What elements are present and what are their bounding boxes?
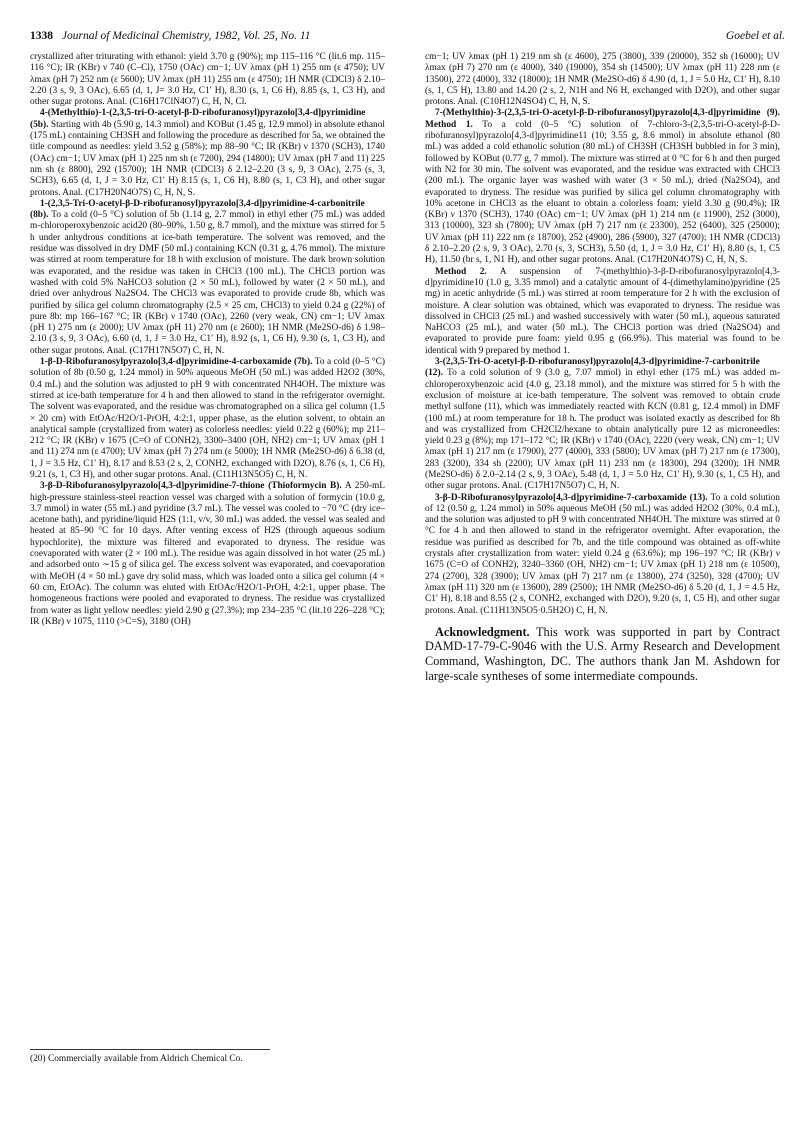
left-column: [30, 52, 385, 628]
page-number: 1338: [30, 30, 53, 42]
footnote: (20) Commercially available from Aldrich Chemical Co.: [30, 1054, 243, 1064]
paragraph: 3-β-D-Ribofuranosylpyrazolo[4,3-d]pyrimidine-7-thione (Thioformycin B). A 250-mL high-pressure stainless-steel reaction vessel was charged with a solution of formycin (10.0 g, 3.7 mmol) in water (55 mL) and pyridine (3.7 mL). The vessel was cooled to −70 °C (dry ice–acetone bath), and pyridine/liquid H2S (1:1, v/v, 30 mL) was added. the vessel was sealed and heated at 85–90 °C for 10 days. After venting excess of H2S (through aqueous sodium hypochlorite), the mixture was filtered and evaporated to dryness. The residue was coevaporated with water (2 × 100 mL). The residue was again dissolved in hot water (25 mL) and adsorbed onto ∼15 g of silica gel. The excess solvent was evaporated, and coevaporation with MeOH (4 × 50 mL) gave dry solid mass, which was loaded onto a silica gel column (4 × 60 cm, EtOAc). The column was eluted with EtOAc/H2O/1-PrOH, 4:2:1, upper phase. The homogeneous fractions were pooled and evaporated to dryness. The residue was crystallized from water as light yellow needles: yield 2.90 g (27.3%); mp 234–235 °C (lit.10 226–228 °C); IR (KBr) ν 1075, 1110 (>C=S), 3180 (OH): [30, 481, 385, 627]
procedure-heading: Method 2.: [435, 266, 487, 277]
acknowledgment: Acknowledgment. This work was supported in part by Contract DAMD-17-79-C-9046 with the U.S. Army Research and Development Command, Washington, DC. The authors thank Jan M. Ashdown for large-scale syntheses of some intermediate compounds.: [425, 624, 780, 683]
acknowledgment-heading: Acknowledgment.: [435, 624, 530, 639]
running-authors: Goebel et al.: [725, 30, 785, 42]
procedure-heading: 1-β-D-Ribofuranosylpyrazolo[3,4-d]pyrimidine-4-carboxamide (7b).: [40, 357, 313, 368]
paragraph: 3-β-D-Ribofuranosylpyrazolo[4,3-d]pyrimidine-7-carboxamide (13). To a cold solution of 12 (0.50 g, 1.24 mmol) in 50% aqueous MeOH (50 mL) was added H2O2 (30%, 0.4 mL), and the solution was adjusted to pH 9 with concentrated NH4OH. The mixture was stirred at 0 °C for 4 h and then allowed to stand in the refrigerator overnight. After evaporation, the residue was purified as described for 7b, and the title compound was obtained as off-white crystals after crystallization from water: yield 0.24 g (63.6%); mp 196–197 °C; IR (KBr) ν 1675 (C=O of CONH2), 3240–3360 (OH, NH2) cm−1; UV λmax (pH 1) 218 nm (ε 10500), 274 (2700), 328 (3900); UV λmax (pH 7) 217 nm (ε 13800), 274 (3250), 328 (4700); UV λmax (pH 11) 320 nm (ε 13600), 289 (2500); 1H NMR (Me2SO-d6) δ 5.20 (d, 1, J = 4.5 Hz, C1′ H), 8.18 and 8.55 (2 s, CONH2, exchanged with D2O), 9.20 (s, 1, C5 H), and other sugar protons. Anal. (C11H13N5O5·0.5H2O) C, H, N.: [425, 492, 780, 616]
procedure-heading: 7-(Methylthio)-3-(2,3,5-tri-O-acetyl-β-D-ribofuranosyl)pyrazolo[4,3-d]pyrimidine (9). Method 1.: [425, 108, 780, 130]
procedure-heading: 3-β-D-Ribofuranosylpyrazolo[4,3-d]pyrimidine-7-carboxamide (13).: [435, 492, 708, 503]
paragraph: 4-(Methylthio)-1-(2,3,5-tri-O-acetyl-β-D-ribofuranosyl)pyrazolo[3,4-d]pyrimidine (5b). Starting with 4b (5.90 g, 14.3 mmol) and KOBut (1.45 g, 12.9 mmol) in absolute ethanol (175 mL) containing CH3SH and following the procedure as described for 5a, we obtained the title compound as needles: yield 3.52 g (58%); mp 88–90 °C; IR (KBr) ν 1370 (SCH3), 1740 (OAc) cm−1; UV λmax (pH 1) 225 nm sh (ε 7200), 294 (14800); UV λmax (pH 7 and 11) 225 nm sh (ε 8800), 292 (15700); 1H NMR (CDCl3) δ 2.12–2.20 (3 s, 9, 3 OAc), 2.75 (s, 3, SCH3), 6.65 (d, 1, J = 3.0 Hz, C1′ H) 8.15 (s, 1, C6 H), 8.80 (s, 1, C3 H), and other sugar protons. Anal. (C17H20N4O7S) C, H, N, S.: [30, 108, 385, 198]
procedure-heading: 3-β-D-Ribofuranosylpyrazolo[4,3-d]pyrimidine-7-thione (Thioformycin B).: [40, 481, 342, 492]
procedure-heading: 1-(2,3,5-Tri-O-acetyl-β-D-ribofuranosyl)pyrazolo[3,4-d]pyrimidine-4-carbonitrile (8b).: [30, 198, 365, 221]
paragraph: 3-(2,3,5-Tri-O-acetyl-β-D-ribofuranosyl)pyrazolo[4,3-d]pyrimidine-7-carbonitrile (12). To a cold solution of 9 (3.0 g, 7.07 mmol) in ethyl ether (175 mL) was added m-chloroperoxybenzoic acid (4.0 g, 23.18 mmol), and the mixture was stirred for 5 h with the exclusion of moisture at ice-bath temperature. The solvent was removed to obtain crude methyl sulfone (11), which was immediately reacted with KCN (0.81 g, 12.4 mmol) in DMF (100 mL) at room temperature for 18 h. The product was isolated exactly as described for 8b and was crystallized from CH2Cl2/hexane to obtain analytically pure 12 as microneedles: yield 0.23 g (8%); mp 171–172 °C; IR (KBr) ν 1740 (OAc), 2220 (very weak, CN) cm−1; UV λmax (pH 1) 217 nm (ε 17900), 277 (4000), 333 (5800); UV λmax (pH 7) 217 nm (ε 17300), 283 (3200), 334 sh (2200); UV λmax (pH 11) 233 nm (ε 18300), 294 (3200); 1H NMR (Me2SO-d6) δ 2.0–2.14 (2 s, 9, 3 OAc), 5.48 (d, 1, J = 5.0 Hz, C1′ H), 9.30 (s, 1, C5 H), and other sugar protons. Anal. (C17H17N5O7) C, H, N.: [425, 357, 780, 492]
running-header: [30, 30, 785, 46]
paragraph: Method 2. A suspension of 7-(methylthio)-3-β-D-ribofuranosylpyrazolo[4,3-d]pyrimidine10 (1.0 g, 3.35 mmol) and a catalytic amount of 4-(dimethylamino)pyridine (25 mg) in acetic anhydride (5 mL) was stirred at room temperature for 2 h with the exclusion of moisture. A clear solution was obtained, which was evaporated to dryness. The residue was dissolved in CHCl3 (25 mL) and washed successively with water (50 mL), aqueous saturated NaHCO3 (25 mL), and water (50 mL). The CHCl3 portion was dried (Na2SO4) and evaporated to provide pure foam: yield 0.95 g (66.9%). This material was found to be identical with 9 prepared by method 1.: [425, 266, 781, 356]
paragraph: crystallized after triturating with ethanol: yield 3.70 g (90%); mp 115–116 °C (lit.6 mp. 115–116 °C); IR (KBr) ν 740 (C–Cl), 1750 (OAc) cm−1; UV λmax (pH 1) 255 nm (ε 4750); UV λmax (pH 7) 252 nm (ε 5600); UV λmax (pH 11) 255 nm (ε 4750); 1H NMR (CDCl3) δ 2.10–2.20 (3 s, 9, 3 OAc), 6.65 (d, 1, J= 3.0 Hz, C1′ H), 8.30 (s, 1, C6 H), 8.85 (s, 1, C3 H), and other sugar protons. Anal. (C16H17ClN4O7) C, H, N, Cl.: [30, 52, 385, 108]
paragraph: 1-(2,3,5-Tri-O-acetyl-β-D-ribofuranosyl)pyrazolo[3,4-d]pyrimidine-4-carbonitrile (8b). To a cold (0–5 °C) solution of 5b (1.14 g, 2.7 mmol) in ethyl ether (75 mL) was added m-chloroperoxybenzoic acid20 (80–90%, 1.50 g, 8.7 mmol), and the mixture was stirred for 5 h under anhydrous conditions at ice-bath temperature. The solvent was removed, and the residue was dissolved in dry DMF (50 mL) containing KCN (0.31 g, 4.76 mmol). The mixture was stirred at room temperature for 18 h with exclusion of moisture. The dark brown solution was evaporated, and the residue was taken in CHCl3 (100 mL). The CHCl3 portion was washed with cold 5% NaHCO3 solution (2 × 50 mL), followed by water (2 × 50 mL), and dried over anhydrous Na2SO4. The CHCl3 was evaporated to provide crude 8b, which was purified by silica gel column chromatography (2.5 × 25 cm, CHCl3) to yield 0.24 g (22%) of pure 8b: mp 166–167 °C; IR (KBr) ν 1740 (OAc), 2260 (very weak, CN) cm−1; UV λmax (pH 1) 275 nm (ε 2000); UV λmax (pH 11) 270 nm (ε 2600); 1H NMR (Me2SO-d6) δ 1.98–2.10 (3 s, 9, 3 OAc), 6.60 (d, 1, J = 3.0 Hz, C1′ H), 8.92 (s, 1, C6 H), 9.30 (s, 1, C3 H), and other sugar protons. Anal. (C17H17N5O7) C, H, N.: [30, 198, 385, 356]
paragraph: 1-β-D-Ribofuranosylpyrazolo[3,4-d]pyrimidine-4-carboxamide (7b). To a cold (0–5 °C) solution of 8b (0.50 g, 1.24 mmol) in 50% aqueous MeOH (50 mL) was added H2O2 (30%, 0.4 mL) and the solution was adjusted to pH 9 with concentrated NH4OH. The mixture was stirred at ice-bath temperature for 4 h and then allowed to stand in the refrigerator overnight. The solvent was evaporated, and the residue was chromatographed on a silica gel column (1.5 × 20 cm) with EtOAc/H2O/1-PrOH, 4:2:1, upper phase, as the elution solvent, to obtain an analytical sample (crystallized from water) as colorless needles: yield 0.22 g (60%); mp 211–212 °C; IR (KBr) ν 1675 (C=O of CONH2), 3300–3400 (OH, NH2) cm−1; UV λmax (pH 1 and 11) 274 nm (ε 4700); UV λmax (pH 7) 274 nm (ε 5000); 1H NMR (Me2SO-d6) δ 6.38 (d, 1, J = 3.5 Hz, C1′ H), 8.17 and 8.53 (2 s, 2, CONH2, exchanged with D2O), 8.76 (s, 1, C6 H), 9.21 (s, 1, C3 H), and other sugar protons. Anal. (C11H13N5O5) C, H, N.: [30, 357, 385, 480]
procedure-heading: 4-(Methylthio)-1-(2,3,5-tri-O-acetyl-β-D-ribofuranosyl)pyrazolo[3,4-d]pyrimidine (5b).: [30, 108, 366, 130]
paragraph: cm−1; UV λmax (pH 1) 219 nm sh (ε 4600), 275 (3800), 339 (20000), 352 sh (16000); UV λmax (pH 7) 270 nm (ε 4000), 340 (19000), 354 sh (14500); UV λmax (pH 11) 228 nm (ε 13500), 272 (4000), 332 (18000); 1H NMR (Me2SO-d6) δ 4.90 (d, 1, J = 5.0 Hz, C1′ H), 8.10 (s, 1, C5 H), 13.80 and 14.20 (2 s, 2, N1H and N6 H, exchanged with D2O), and other sugar protons. Anal. (C10H12N4SO4) C, H, N, S.: [425, 52, 780, 108]
procedure-heading: 3-(2,3,5-Tri-O-acetyl-β-D-ribofuranosyl)pyrazolo[4,3-d]pyrimidine-7-carbonitrile (12).: [425, 357, 760, 379]
journal-citation: Journal of Medicinal Chemistry, 1982, Vol. 25, No. 11: [61, 30, 311, 42]
footnote-divider: [30, 1049, 270, 1050]
paragraph: 7-(Methylthio)-3-(2,3,5-tri-O-acetyl-β-D-ribofuranosyl)pyrazolo[4,3-d]pyrimidine (9). Method 1. To a cold (0–5 °C) solution of 7-chloro-3-(2,3,5-tri-O-acetyl-β-D-ribofuranosyl)pyrazolo[4,3-d]pyrimidine11 (10; 3.55 g, 8.6 mmol) in absolute ethanol (80 mL) was added a cold ethanolic solution (80 mL) of CH3SH (CH3SH bubbled in for 3 min), followed by KOBut (0.77 g, 7 mmol). The mixture was stirred at 0 °C for 6 h and then purged with N2 for 30 min. The solvent was evaporated, and the residue was extracted with CHCl3 (200 mL). The organic layer was washed with water (3 × 50 mL), dried (Na2SO4), and evaporated to dryness. The residue was purified by silica gel column chromatography with 10% acetone in CHCl3 as the eluant to obtain a colorless foam: yield 3.30 g (90.4%); IR (KBr) ν 1370 (SCH3), 1740 (OAc) cm−1; UV λmax (pH 1) 214 nm (ε 11900), 252 (3000), 313 (10000), 323 sh (7800); UV λmax (pH 7) 217 nm (ε 23300), 252 (6400), 325 (25000); UV λmax (pH 11) 222 nm (ε 18700), 252 (4900), 286 (5900), 327 (4700); 1H NMR (CDCl3) δ 2.10–2.20 (2 s, 9, 3 OAc), 2.70 (s, 3, SCH3), 5.50 (d, 1, J = 3.0 Hz, C1′ H), 8.80 (s, 1, C5 H), 11.50 (br s, 1, N1 H), and other sugar protons. Anal. (C17H20N4O7S) C, H, N, S.: [425, 108, 780, 266]
right-column: [425, 52, 780, 683]
